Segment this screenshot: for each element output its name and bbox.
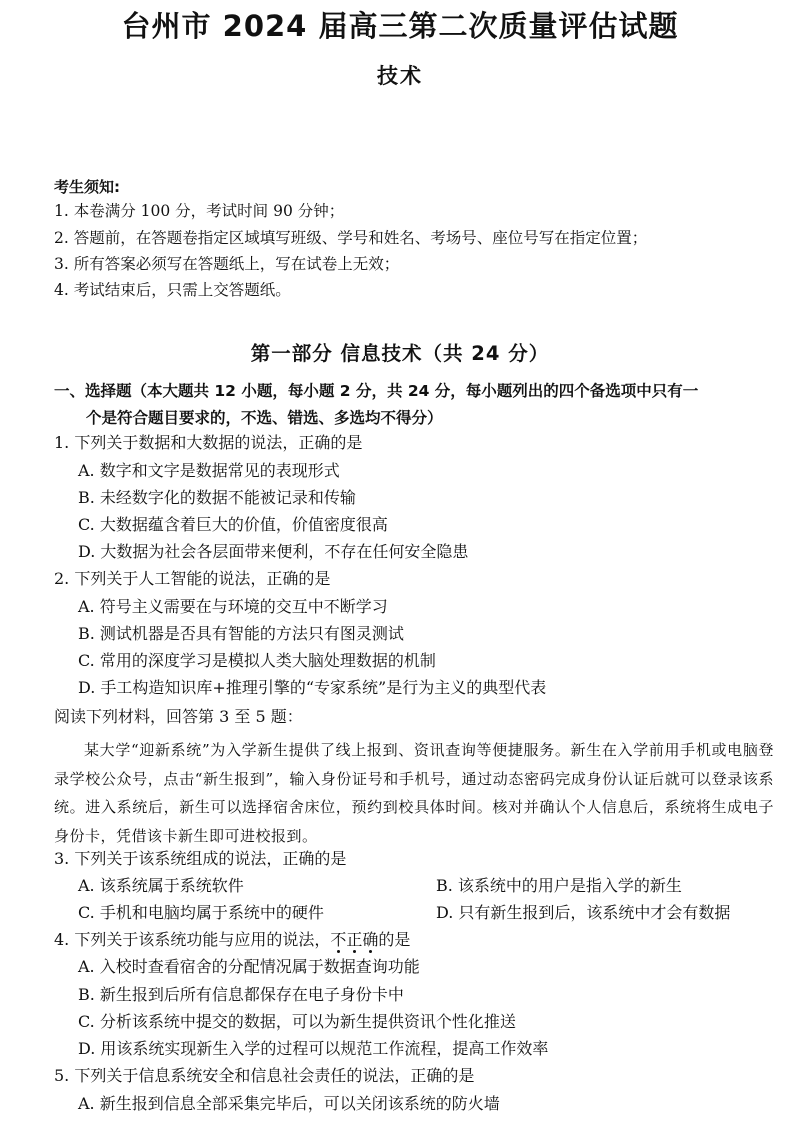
question-2-option-a: A. 符号主义需要在与环境的交互中不断学习	[78, 597, 388, 616]
notice-item-1: 1. 本卷满分 100 分，考试时间 90 分钟；	[54, 202, 345, 220]
exam-subject: 技术	[377, 64, 423, 88]
question-4-option-c: C. 分析该系统中提交的数据，可以为新生提供资讯个性化推送	[78, 1012, 516, 1031]
notice-heading: 考生须知:	[54, 178, 120, 196]
question-2-option-b: B. 测试机器是否具有智能的方法只有图灵测试	[78, 624, 404, 643]
question-5-stem: 5. 下列关于信息系统安全和信息社会责任的说法，正确的是	[54, 1066, 475, 1085]
part-title: 第一部分 信息技术（共 24 分）	[250, 342, 550, 365]
question-4-option-d: D. 用该系统实现新生入学的过程可以规范工作流程，提高工作效率	[78, 1039, 549, 1058]
question-3-option-b: B. 该系统中的用户是指入学的新生	[436, 876, 682, 895]
question-1-option-d: D. 大数据为社会各层面带来便利，不存在任何安全隐患	[78, 542, 469, 561]
exam-title: 台州市 2024 届高三第二次质量评估试题	[121, 9, 679, 43]
question-3-stem: 3. 下列关于该系统组成的说法，正确的是	[54, 849, 347, 868]
section-line-1: 一、选择题（本大题共 12 小题，每小题 2 分，共 24 分，每小题列出的四个备选项中只有一	[54, 382, 699, 400]
question-1-option-c: C. 大数据蕴含着巨大的价值，价值密度很高	[78, 515, 388, 534]
question-1-stem: 1. 下列关于数据和大数据的说法，正确的是	[54, 433, 363, 452]
section-line-2: 个是符合题目要求的，不选、错选、多选均不得分）	[86, 409, 443, 427]
notice-item-4: 4. 考试结束后，只需上交答题纸。	[54, 281, 291, 299]
reading-passage: 某大学“迎新系统”为入学新生提供了线上报到、资讯查询等便捷服务。新生在入学前用手机或电脑登录学校公众号，点击“新生报到”，输入身份证号和手机号，通过动态密码完成身份认证后就可以登录该系统。进入系统后，新生可以选择宿舍床位，预约到校具体时间。核对并确认个人信息后，系统将生成电子身份卡，凭借该卡新生即可进校报到。	[54, 741, 774, 845]
question-1-option-b: B. 未经数字化的数据不能被记录和传输	[78, 488, 356, 507]
notice-item-3: 3. 所有答案必须写在答题纸上，写在试卷上无效；	[54, 255, 400, 273]
question-5-option-a: A. 新生报到信息全部采集完毕后，可以关闭该系统的防火墙	[78, 1094, 500, 1113]
question-4-emphasis-3: 确	[362, 930, 379, 949]
question-4-option-a: A. 入校时查看宿舍的分配情况属于数据查询功能	[78, 957, 420, 976]
notice-item-2: 2. 答题前，在答题卷指定区域填写班级、学号和姓名、考场号、座位号写在指定位置；	[54, 229, 648, 247]
question-3-option-c: C. 手机和电脑均属于系统中的硬件	[78, 903, 324, 922]
question-4-emphasis-1: 不	[330, 930, 347, 949]
question-4-option-b: B. 新生报到后所有信息都保存在电子身份卡中	[78, 985, 404, 1004]
section-heading	[54, 378, 774, 432]
question-4-stem-suffix: 的是	[378, 930, 411, 949]
question-4-stem	[54, 929, 410, 951]
question-2-stem: 2. 下列关于人工智能的说法，正确的是	[54, 569, 331, 588]
question-2-option-d: D. 手工构造知识库+推理引擎的“专家系统”是行为主义的典型代表	[78, 678, 547, 697]
question-3-option-d: D. 只有新生报到后，该系统中才会有数据	[436, 903, 731, 922]
question-2-option-c: C. 常用的深度学习是模拟人类大脑处理数据的机制	[78, 651, 436, 670]
question-3-option-a: A. 该系统属于系统软件	[78, 876, 244, 895]
question-4-stem-prefix: 4. 下列关于该系统功能与应用的说法，	[54, 930, 331, 949]
question-4-emphasis-2: 正	[346, 930, 363, 949]
question-1-option-a: A. 数字和文字是数据常见的表现形式	[78, 461, 340, 480]
reading-intro: 阅读下列材料，回答第 3 至 5 题：	[54, 707, 303, 726]
